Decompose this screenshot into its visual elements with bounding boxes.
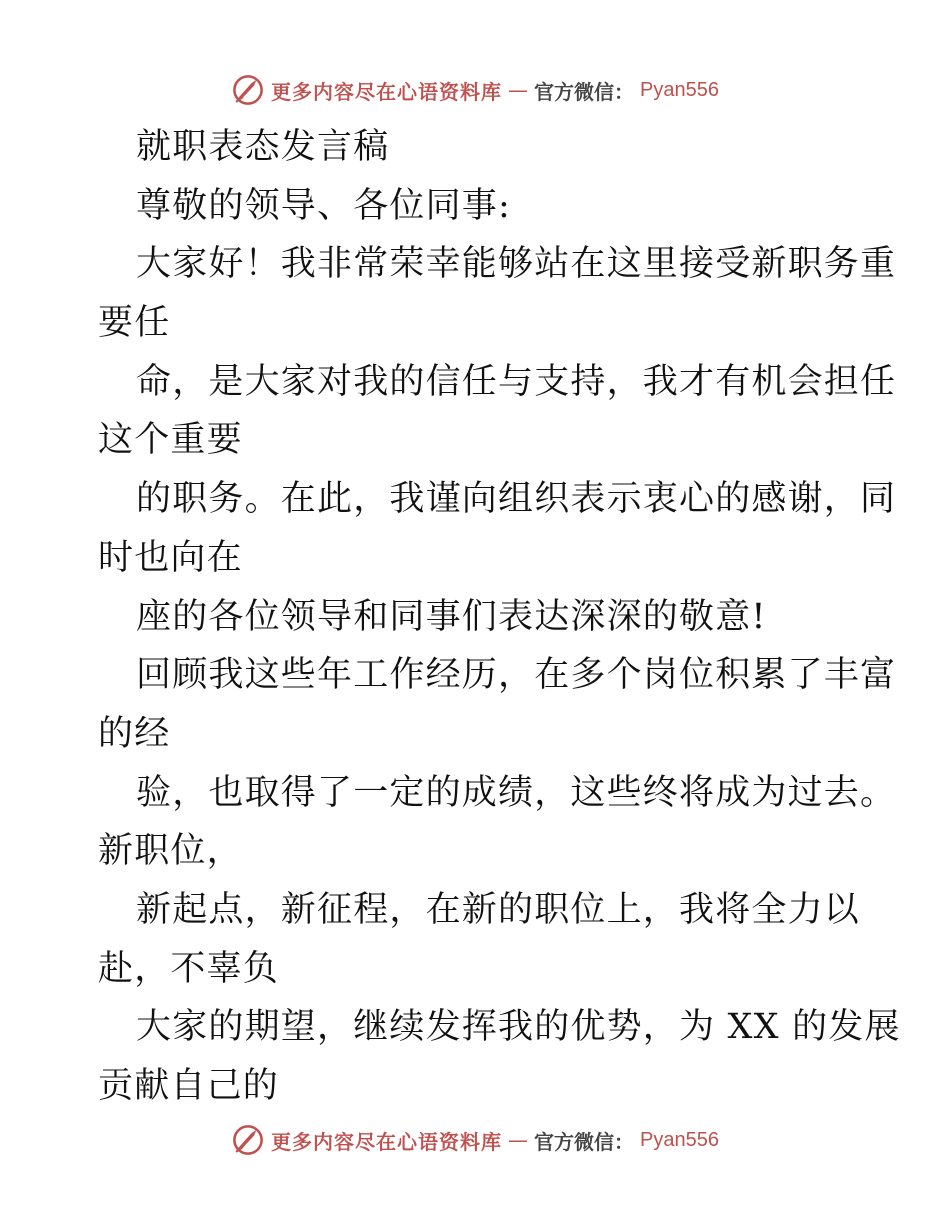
paragraph-line: 的经 xyxy=(98,713,171,754)
paragraph-line: 验，也取得了一定的成绩，这些终将成为过去。 xyxy=(136,772,897,813)
paragraph-line: 的职务。在此，我谨向组织表示衷心的感谢，同 xyxy=(136,479,897,520)
quill-logo-icon xyxy=(231,1123,265,1157)
paragraph-line: 新职位， xyxy=(98,831,243,872)
paragraph-line: 大家的期望，继续发挥我的优势，为 XX 的发展 xyxy=(136,1007,901,1048)
watermark-site-text: 更多内容尽在心语资料库 xyxy=(271,79,503,104)
paragraph-line: 时也向在 xyxy=(98,537,243,578)
watermark-wechat-id: Pyan556 xyxy=(640,1128,719,1151)
quill-logo-icon xyxy=(231,73,265,107)
header-watermark xyxy=(0,70,950,110)
paragraph-line: 要任 xyxy=(98,303,171,344)
watermark-dash: — xyxy=(508,1128,529,1152)
footer-watermark xyxy=(0,1120,950,1160)
paragraph-line: 贡献自己的 xyxy=(98,1066,280,1106)
paragraph-line: 新起点，新征程，在新的职位上，我将全力以 xyxy=(136,889,861,930)
paragraph-line: 尊敬的领导、各位同事: xyxy=(136,185,511,226)
paragraph-line: 回顾我这些年工作经历，在多个岗位积累了丰富 xyxy=(136,655,897,696)
document-body xyxy=(98,118,901,1116)
watermark-wechat-label: 官方微信： xyxy=(534,79,635,104)
paragraph-line: 大家好！我非常荣幸能够站在这里接受新职务重 xyxy=(136,244,897,285)
paragraph-line: 赴，不辜负 xyxy=(98,948,280,989)
watermark-wechat-id: Pyan556 xyxy=(640,78,719,101)
paragraph-line: 命，是大家对我的信任与支持，我才有机会担任 xyxy=(136,361,897,402)
paragraph-line: 这个重要 xyxy=(98,420,243,461)
watermark-dash: — xyxy=(508,78,529,102)
watermark-wechat-label: 官方微信： xyxy=(534,1129,635,1154)
paragraph-line: 座的各位领导和同事们表达深深的敬意! xyxy=(136,596,767,637)
watermark-site-text: 更多内容尽在心语资料库 xyxy=(271,1129,503,1154)
document-title: 就职表态发言稿 xyxy=(136,127,390,167)
